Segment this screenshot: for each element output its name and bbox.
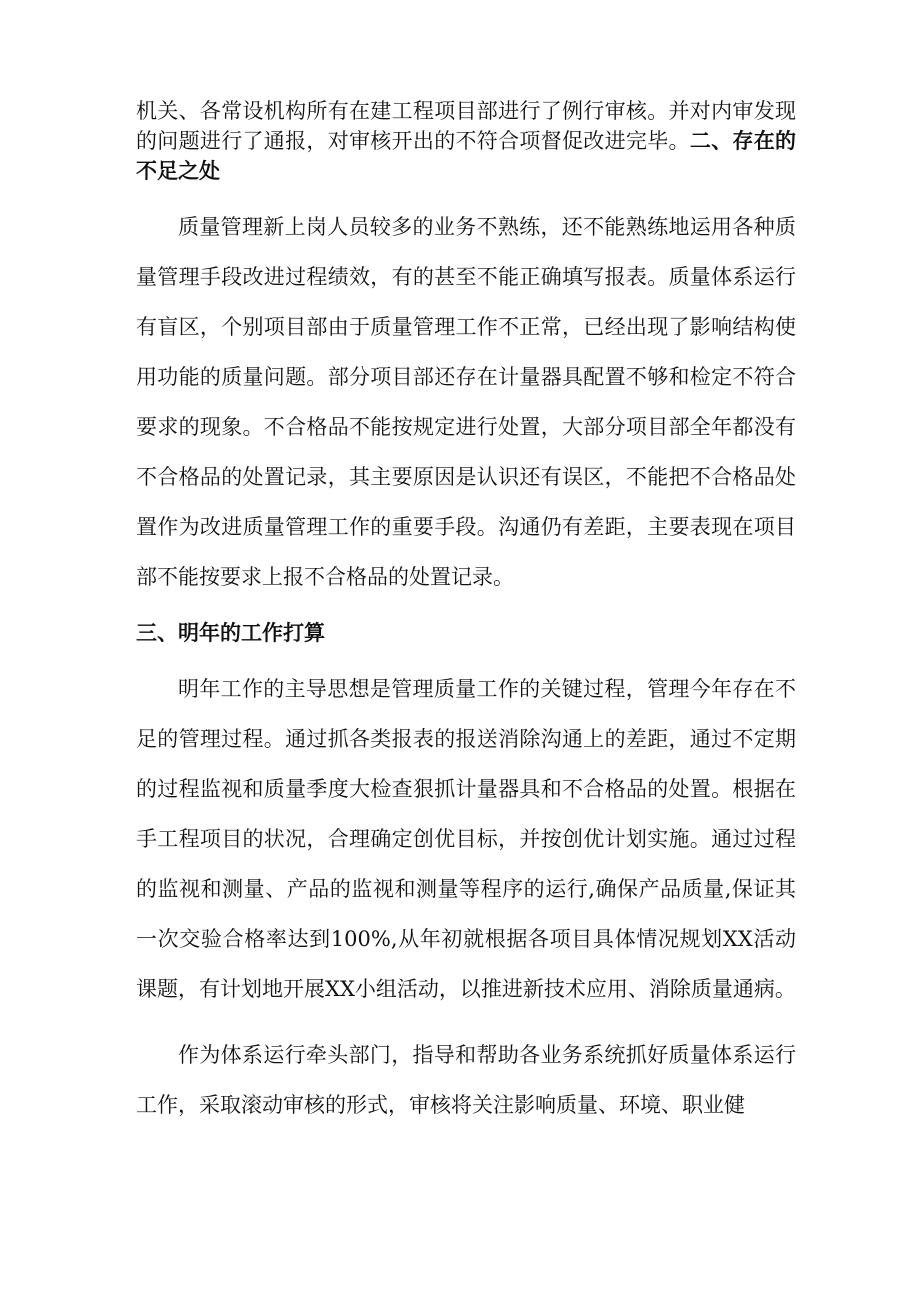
intro-paragraph-text: 机关、各常设机构所有在建工程项目部进行了例行审核。并对内审发现的问题进行了通报，对审核开出的不符合项督促改进完毕。 bbox=[136, 99, 796, 153]
final-paragraph: 作为体系运行牵头部门，指导和帮助各业务系统抓好质量体系运行工作，采取滚动审核的形式，审核将关注影响质量、环境、职业健 bbox=[136, 1043, 796, 1117]
section-heading-shortcomings: 二、存在的不足之处 bbox=[136, 128, 797, 183]
intro-paragraph bbox=[136, 96, 796, 186]
shortcomings-paragraph: 质量管理新上岗人员较多的业务不熟练，还不能熟练地运用各种质量管理手段改进过程绩效，有的甚至不能正确填写报表。质量体系运行有盲区，个别项目部由于质量管理工作不正常，已经出现了影响结构使用功能的质量问题。部分项目部还存在计量器具配置不够和检定不符合要求的现象。不合格品不能按规定进行处置，大部分项目部全年都没有不合格品的处置记录，其主要原因是认识还有误区，不能把不合格品处置作为改进质量管理工作的重要手段。沟通仍有差距，主要表现在项目部不能按要求上报不合格品的处置记录。 bbox=[136, 215, 796, 589]
section-heading-next-year-plan: 三、明年的工作打算 bbox=[136, 620, 325, 645]
next-year-plan-paragraph: 明年工作的主导思想是管理质量工作的关键过程，管理今年存在不足的管理过程。通过抓各类报表的报送消除沟通上的差距，通过不定期的过程监视和质量季度大检查狠抓计量器具和不合格品的处置。根据在手工程项目的状况，合理确定创优目标，并按创优计划实施。通过过程的监视和测量、产品的监视和测量等程序的运行,确保产品质量,保证其一次交验合格率达到100%,从年初就根据各项目具体情况规划XX活动课题，有计划地开展XX小组活动，以推进新技术应用、消除质量通病。 bbox=[136, 677, 796, 1001]
document-page bbox=[136, 96, 796, 1130]
